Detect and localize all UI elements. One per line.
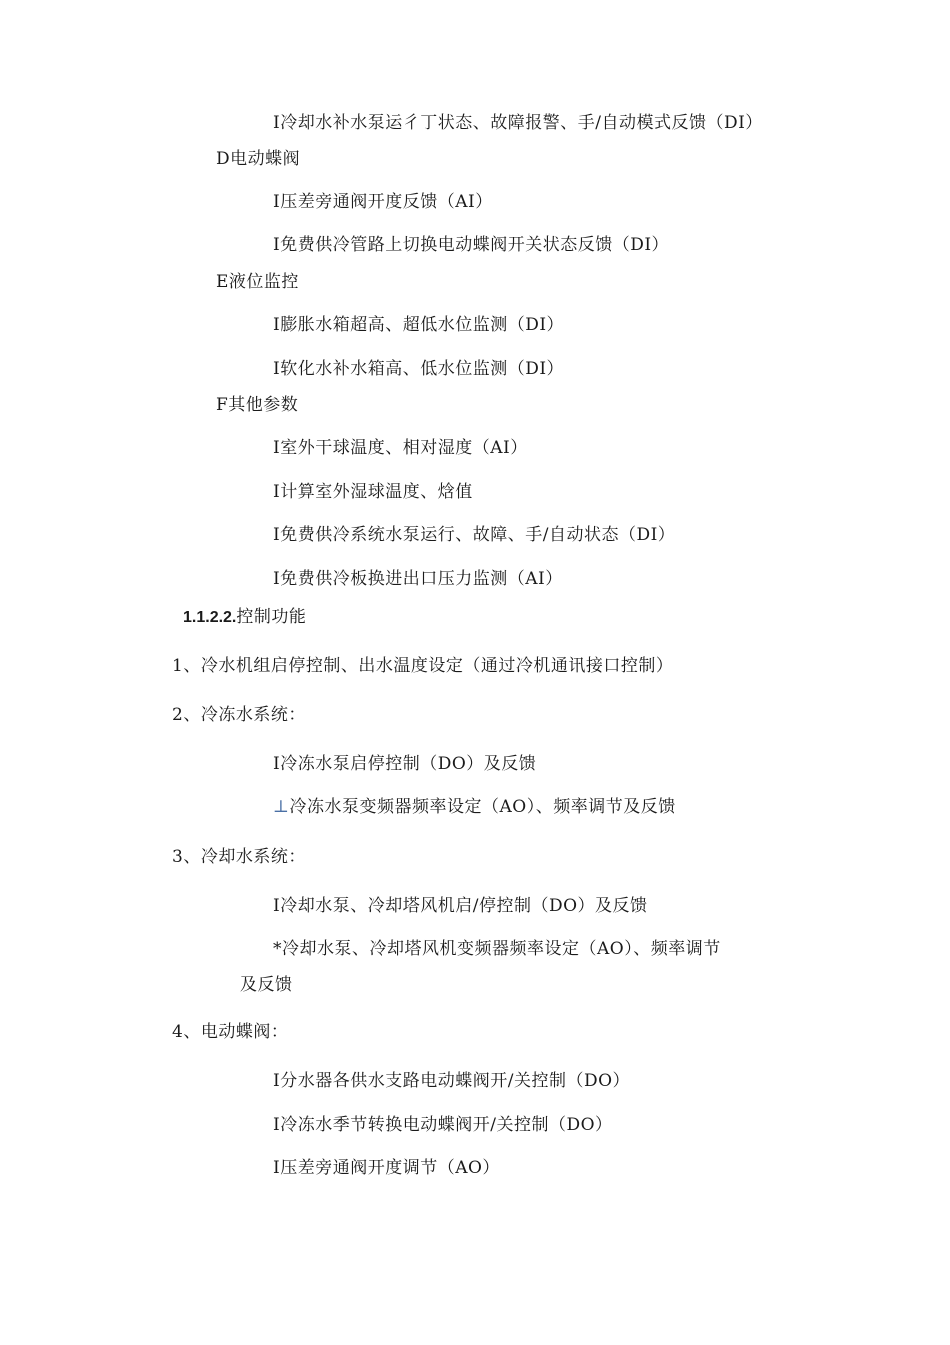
text-line: I冷却水补水泵运彳丁状态、故障报警、手/自动模式反馈（DI） — [273, 113, 763, 133]
text-line — [273, 799, 676, 816]
text-line: I冷冻水季节转换电动蝶阀开/关控制（DO） — [273, 1115, 613, 1135]
text-line-content: 冷冻水泵变频器频率设定（AO）、频率调节及反馈 — [289, 797, 676, 817]
section-title: 控制功能 — [236, 607, 307, 627]
text-line: *冷却水泵、冷却塔风机变频器频率设定（AO）、频率调节 — [273, 939, 721, 959]
text-line: I免费供冷板换进出口压力监测（AI） — [273, 569, 563, 589]
text-line-continuation: 及反馈 — [240, 975, 293, 995]
text-line: I免费供冷管路上切换电动蝶阀开关状态反馈（DI） — [273, 235, 670, 255]
text-line: I免费供冷系统水泵运行、故障、手/自动状态（DI） — [273, 525, 676, 545]
numbered-item: 4、电动蝶阀： — [172, 1022, 289, 1042]
subsection-heading: F其他参数 — [216, 395, 299, 415]
section-heading — [183, 609, 306, 626]
text-line: I膨胀水箱超高、超低水位监测（DI） — [273, 315, 565, 335]
text-line: I压差旁通阀开度反馈（AI） — [273, 192, 493, 212]
text-line: I软化水补水箱高、低水位监测（DI） — [273, 359, 565, 379]
subsection-heading: D电动蝶阀 — [216, 149, 301, 169]
text-line: I室外干球温度、相对湿度（AI） — [273, 438, 528, 458]
text-line: I压差旁通阀开度调节（AO） — [273, 1158, 500, 1178]
text-line: I计算室外湿球温度、焓值 — [273, 482, 473, 502]
bullet-glyph: ⊥ — [273, 797, 290, 817]
text-line: I冷却水泵、冷却塔风机启/停控制（DO）及反馈 — [273, 896, 648, 916]
numbered-item: 3、冷却水系统： — [172, 847, 306, 867]
text-line: I分水器各供水支路电动蝶阀开/关控制（DO） — [273, 1071, 631, 1091]
numbered-item: 2、冷冻水系统： — [172, 705, 306, 725]
subsection-heading: E液位监控 — [216, 272, 299, 292]
text-line: I冷冻水泵启停控制（DO）及反馈 — [273, 754, 537, 774]
numbered-item: 1、冷水机组启停控制、出水温度设定（通过冷机通讯接口控制） — [172, 656, 674, 676]
section-number: 1.1.2.2. — [183, 609, 237, 626]
